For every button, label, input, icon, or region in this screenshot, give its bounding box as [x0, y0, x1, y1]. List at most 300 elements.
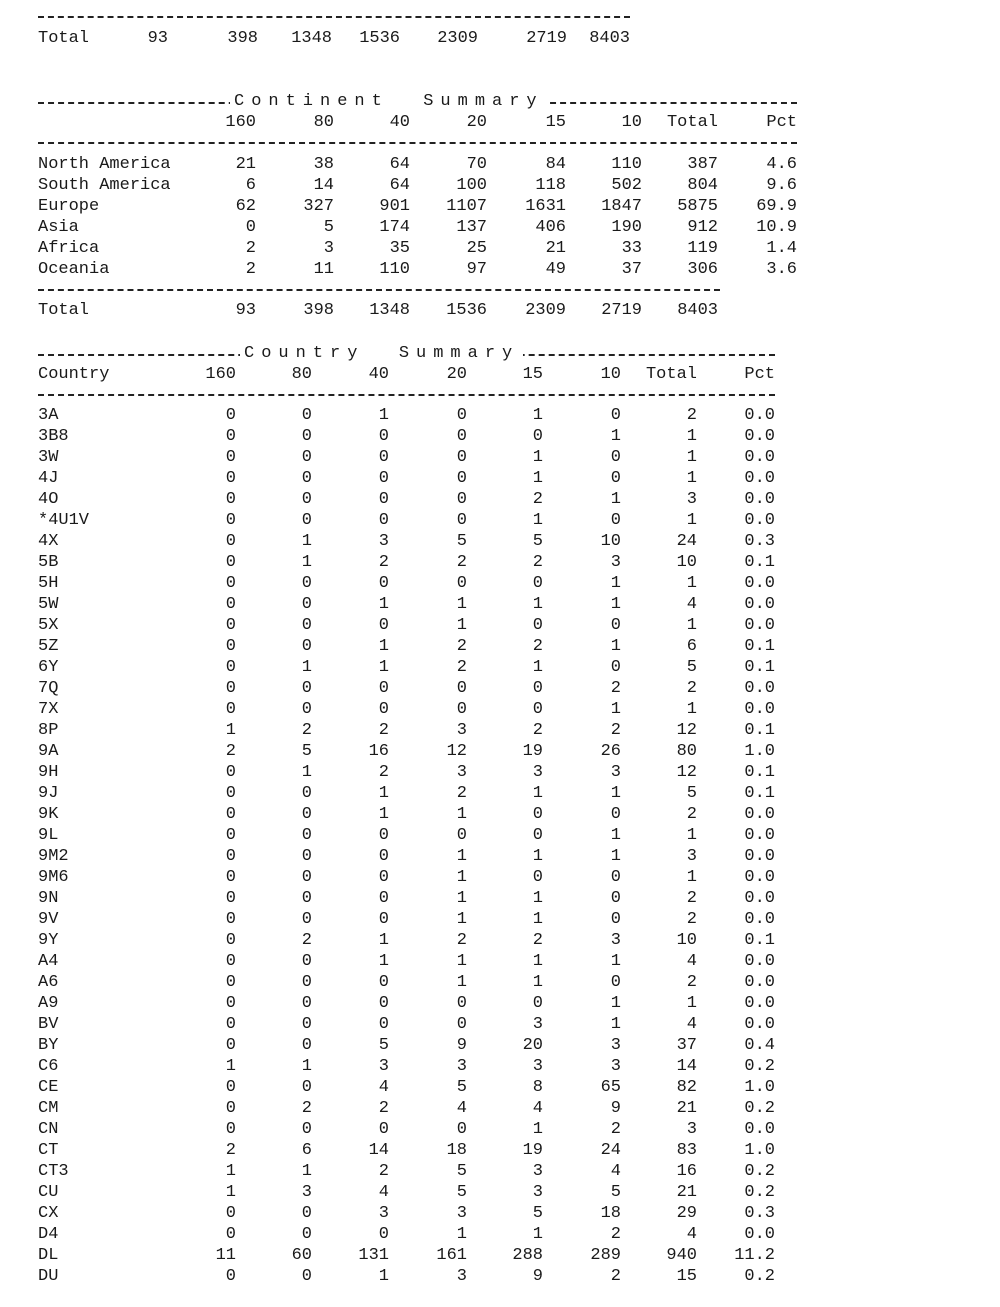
- country-value: 0: [301, 595, 312, 614]
- country-value: 0: [378, 868, 389, 887]
- country-value: 0.0: [744, 469, 775, 488]
- country-value: 0: [301, 1078, 312, 1097]
- column-header: 160: [225, 113, 256, 132]
- country-row: [0, 762, 1000, 783]
- country-prefix: 9K: [38, 805, 59, 824]
- country-value: 10: [676, 553, 697, 572]
- country-value: 2: [610, 679, 621, 698]
- country-value: 5: [686, 658, 697, 677]
- country-value: 0: [456, 469, 467, 488]
- country-value: 24: [600, 1141, 621, 1160]
- country-value: 3: [456, 1057, 467, 1076]
- continent-row: [0, 217, 1000, 238]
- country-value: 2: [686, 910, 697, 929]
- country-value: 0.0: [744, 511, 775, 530]
- country-value: 5: [456, 532, 467, 551]
- continent-row: [0, 259, 1000, 280]
- continent-value: 97: [466, 260, 487, 279]
- country-row: [0, 1245, 1000, 1266]
- country-value: 2: [378, 553, 389, 572]
- country-value: 0: [225, 826, 236, 845]
- country-value: 0.0: [744, 1015, 775, 1034]
- country-value: 24: [676, 532, 697, 551]
- column-header: 15: [522, 365, 543, 384]
- country-value: 65: [600, 1078, 621, 1097]
- country-value: 1: [301, 1057, 312, 1076]
- country-row: [0, 615, 1000, 636]
- country-row: [0, 489, 1000, 510]
- country-prefix: CU: [38, 1183, 59, 1202]
- country-value: 9: [456, 1036, 467, 1055]
- country-value: 1: [225, 1162, 236, 1181]
- country-value: 1: [456, 847, 467, 866]
- country-value: 82: [676, 1078, 697, 1097]
- country-prefix: CM: [38, 1099, 59, 1118]
- column-header: 80: [313, 113, 334, 132]
- country-value: 0: [378, 973, 389, 992]
- country-value: 0: [610, 658, 621, 677]
- continent-value: 804: [687, 176, 718, 195]
- country-value: 2: [301, 1099, 312, 1118]
- country-value: 1: [610, 952, 621, 971]
- country-value: 1: [301, 1162, 312, 1181]
- country-value: 0: [301, 889, 312, 908]
- country-value: 0: [225, 553, 236, 572]
- country-value: 2: [378, 1162, 389, 1181]
- country-value: 0: [225, 700, 236, 719]
- country-value: 4: [532, 1099, 543, 1118]
- country-value: 0: [225, 574, 236, 593]
- country-row: [0, 426, 1000, 447]
- column-header: 20: [466, 113, 487, 132]
- country-value: 2: [610, 1267, 621, 1286]
- country-value: 0: [532, 616, 543, 635]
- country-value: 2: [225, 742, 236, 761]
- country-row: [0, 720, 1000, 741]
- country-value: 0: [225, 1120, 236, 1139]
- country-value: 1: [532, 658, 543, 677]
- country-value: 0: [301, 910, 312, 929]
- country-value: 60: [291, 1246, 312, 1265]
- country-value: 0: [225, 763, 236, 782]
- country-row: [0, 888, 1000, 909]
- country-prefix: CE: [38, 1078, 59, 1097]
- country-value: 0: [225, 616, 236, 635]
- continent-value: 110: [611, 155, 642, 174]
- country-value: 0: [456, 574, 467, 593]
- continent-value: 70: [466, 155, 487, 174]
- country-prefix: 7X: [38, 700, 59, 719]
- country-value: 0: [301, 1036, 312, 1055]
- column-header: 40: [368, 365, 389, 384]
- country-row: [0, 1266, 1000, 1287]
- continent-value: 110: [379, 260, 410, 279]
- country-value: 2: [610, 721, 621, 740]
- country-row: [0, 972, 1000, 993]
- country-value: 1: [532, 1120, 543, 1139]
- country-value: 1: [456, 805, 467, 824]
- country-row: [0, 1203, 1000, 1224]
- country-value: 0: [301, 973, 312, 992]
- country-value: 0.0: [744, 973, 775, 992]
- country-value: 10: [676, 931, 697, 950]
- country-value: 3: [686, 847, 697, 866]
- country-value: 0.0: [744, 868, 775, 887]
- country-value: 0: [301, 826, 312, 845]
- country-row: [0, 405, 1000, 426]
- country-row: [0, 1056, 1000, 1077]
- country-value: 1: [532, 847, 543, 866]
- continent-name: Europe: [38, 197, 100, 216]
- column-header: 80: [291, 365, 312, 384]
- continent-value: 190: [611, 218, 642, 237]
- country-value: 0.1: [744, 763, 775, 782]
- country-value: 0: [610, 511, 621, 530]
- country-prefix: CX: [38, 1204, 59, 1223]
- country-value: 0: [532, 574, 543, 593]
- country-value: 0: [456, 700, 467, 719]
- country-value: 5: [532, 532, 543, 551]
- country-prefix: 5W: [38, 595, 59, 614]
- continent-value: 174: [379, 218, 410, 237]
- continent-header-rule: [38, 142, 797, 144]
- country-value: 1: [456, 889, 467, 908]
- country-value: 3: [378, 1204, 389, 1223]
- country-value: 3: [456, 1267, 467, 1286]
- country-value: 0.2: [744, 1162, 775, 1181]
- total-value: 398: [303, 301, 334, 320]
- continent-header-row: [0, 112, 1000, 133]
- country-value: 2: [532, 637, 543, 656]
- country-value: 1: [532, 469, 543, 488]
- country-row: [0, 1161, 1000, 1182]
- country-value: 0.0: [744, 805, 775, 824]
- country-value: 0.2: [744, 1183, 775, 1202]
- country-value: 0: [225, 511, 236, 530]
- country-value: 12: [676, 721, 697, 740]
- country-value: 14: [676, 1057, 697, 1076]
- country-prefix: 4O: [38, 490, 59, 509]
- country-value: 0.0: [744, 910, 775, 929]
- country-value: 0: [378, 994, 389, 1013]
- country-value: 1: [301, 763, 312, 782]
- country-value: 0: [225, 448, 236, 467]
- country-value: 1: [610, 784, 621, 803]
- country-value: 0: [225, 1099, 236, 1118]
- country-value: 1: [610, 490, 621, 509]
- country-value: 1: [456, 868, 467, 887]
- country-value: 1: [225, 721, 236, 740]
- country-value: 0.1: [744, 658, 775, 677]
- continent-value: 37: [621, 260, 642, 279]
- country-value: 0.2: [744, 1057, 775, 1076]
- country-value: 0: [225, 994, 236, 1013]
- country-header-rule: [38, 394, 775, 396]
- continent-total-rule: [38, 289, 720, 291]
- continent-value: 0: [245, 218, 256, 237]
- total-value: 8403: [589, 29, 630, 48]
- country-value: 2: [301, 721, 312, 740]
- country-value: 0: [610, 973, 621, 992]
- country-prefix: 9N: [38, 889, 59, 908]
- total-value: 2719: [601, 301, 642, 320]
- total-label: Total: [38, 29, 90, 48]
- country-value: 2: [378, 721, 389, 740]
- country-value: 0: [378, 910, 389, 929]
- country-value: 2: [532, 931, 543, 950]
- country-value: 0: [532, 868, 543, 887]
- country-value: 3: [610, 1036, 621, 1055]
- continent-value: 11: [313, 260, 334, 279]
- country-value: 20: [522, 1036, 543, 1055]
- country-value: 0: [301, 1267, 312, 1286]
- country-value: 0: [610, 448, 621, 467]
- country-prefix: 9M2: [38, 847, 69, 866]
- country-value: 2: [610, 1225, 621, 1244]
- country-row: [0, 1014, 1000, 1035]
- country-prefix: 9M6: [38, 868, 69, 887]
- country-value: 0: [532, 994, 543, 1013]
- country-value: 0: [225, 805, 236, 824]
- country-value: 0: [301, 847, 312, 866]
- country-value: 3: [532, 1183, 543, 1202]
- country-value: 3: [610, 553, 621, 572]
- country-value: 2: [686, 406, 697, 425]
- continent-summary-title: Continent Summary: [230, 91, 548, 112]
- country-value: 0: [378, 700, 389, 719]
- country-prefix: 4J: [38, 469, 59, 488]
- country-value: 0: [456, 511, 467, 530]
- country-value: 288: [512, 1246, 543, 1265]
- country-value: 12: [446, 742, 467, 761]
- continent-value: 14: [313, 176, 334, 195]
- country-value: 1: [301, 658, 312, 677]
- country-value: 0: [610, 868, 621, 887]
- country-row: [0, 1224, 1000, 1245]
- continent-value: 327: [303, 197, 334, 216]
- country-row: [0, 846, 1000, 867]
- country-prefix: 6Y: [38, 658, 59, 677]
- country-value: 1: [225, 1057, 236, 1076]
- country-prefix: D4: [38, 1225, 59, 1244]
- country-row: [0, 783, 1000, 804]
- country-value: 29: [676, 1204, 697, 1223]
- country-value: 4: [686, 1225, 697, 1244]
- country-value: 3: [532, 1057, 543, 1076]
- continent-value: 38: [313, 155, 334, 174]
- country-row: [0, 909, 1000, 930]
- country-value: 3: [301, 1183, 312, 1202]
- country-row: [0, 699, 1000, 720]
- country-value: 0: [301, 1015, 312, 1034]
- country-value: 1: [456, 973, 467, 992]
- country-value: 1: [532, 910, 543, 929]
- continent-row: [0, 154, 1000, 175]
- country-value: 0: [610, 889, 621, 908]
- country-value: 8: [532, 1078, 543, 1097]
- country-value: 15: [676, 1267, 697, 1286]
- country-value: 4: [456, 1099, 467, 1118]
- column-header: Pct: [744, 365, 775, 384]
- country-value: 0: [301, 868, 312, 887]
- country-value: 0: [225, 679, 236, 698]
- country-value: 1: [378, 658, 389, 677]
- country-value: 9: [610, 1099, 621, 1118]
- country-value: 3: [686, 1120, 697, 1139]
- country-value: 0: [378, 490, 389, 509]
- country-value: 0: [456, 490, 467, 509]
- country-value: 0: [532, 805, 543, 824]
- continent-row: [0, 196, 1000, 217]
- country-value: 131: [358, 1246, 389, 1265]
- country-value: 0: [456, 448, 467, 467]
- country-value: 0: [456, 406, 467, 425]
- country-value: 0: [532, 700, 543, 719]
- country-prefix: CT3: [38, 1162, 69, 1181]
- total-value: 1536: [446, 301, 487, 320]
- continent-name: Africa: [38, 239, 100, 258]
- country-value: 5: [532, 1204, 543, 1223]
- country-value: 0: [225, 1015, 236, 1034]
- country-row: [0, 531, 1000, 552]
- country-value: 1: [686, 427, 697, 446]
- country-value: 0.0: [744, 1225, 775, 1244]
- total-value: 1348: [291, 29, 332, 48]
- country-value: 0.0: [744, 427, 775, 446]
- total-value: 8403: [677, 301, 718, 320]
- country-prefix: 7Q: [38, 679, 59, 698]
- country-value: 12: [676, 763, 697, 782]
- country-value: 0: [225, 910, 236, 929]
- column-header: Country: [38, 365, 110, 384]
- country-value: 4: [378, 1078, 389, 1097]
- column-header: 160: [205, 365, 236, 384]
- country-value: 4: [686, 595, 697, 614]
- country-value: 0.0: [744, 616, 775, 635]
- country-value: 0: [378, 469, 389, 488]
- country-value: 2: [378, 763, 389, 782]
- continent-value: 84: [545, 155, 566, 174]
- country-value: 11: [215, 1246, 236, 1265]
- country-value: 0.0: [744, 595, 775, 614]
- country-value: 1: [532, 595, 543, 614]
- country-value: 0: [225, 784, 236, 803]
- country-value: 1: [532, 448, 543, 467]
- country-value: 1: [532, 1225, 543, 1244]
- total-value: 93: [147, 29, 168, 48]
- country-value: 5: [456, 1183, 467, 1202]
- total-value: 2309: [525, 301, 566, 320]
- country-value: 0.0: [744, 889, 775, 908]
- country-value: 0: [610, 469, 621, 488]
- country-prefix: 3W: [38, 448, 59, 467]
- country-prefix: 5X: [38, 616, 59, 635]
- country-row: [0, 573, 1000, 594]
- column-header: 15: [545, 113, 566, 132]
- country-value: 3: [532, 1015, 543, 1034]
- country-prefix: 9J: [38, 784, 59, 803]
- country-summary-title: Country Summary: [240, 343, 523, 364]
- country-value: 1: [686, 511, 697, 530]
- continent-value: 306: [687, 260, 718, 279]
- country-prefix: DU: [38, 1267, 59, 1286]
- total-label: Total: [38, 301, 90, 320]
- total-value: 1348: [369, 301, 410, 320]
- country-value: 0: [532, 427, 543, 446]
- column-header: 10: [600, 365, 621, 384]
- country-value: 1: [301, 553, 312, 572]
- country-value: 0: [225, 952, 236, 971]
- country-row: [0, 636, 1000, 657]
- country-value: 1: [610, 847, 621, 866]
- country-value: 0.0: [744, 574, 775, 593]
- country-value: 0: [225, 889, 236, 908]
- country-value: 0.0: [744, 826, 775, 845]
- country-value: 0: [378, 679, 389, 698]
- country-value: 1: [532, 973, 543, 992]
- country-value: 2: [686, 805, 697, 824]
- country-value: 0: [301, 511, 312, 530]
- country-value: 1: [686, 868, 697, 887]
- country-value: 2: [686, 889, 697, 908]
- continent-value: 137: [456, 218, 487, 237]
- country-value: 1: [532, 889, 543, 908]
- country-value: 16: [676, 1162, 697, 1181]
- country-row: [0, 951, 1000, 972]
- country-value: 0: [456, 994, 467, 1013]
- country-value: 0: [378, 448, 389, 467]
- country-row: [0, 552, 1000, 573]
- country-value: 0: [301, 574, 312, 593]
- total-value: 398: [227, 29, 258, 48]
- total-value: 2309: [437, 29, 478, 48]
- country-value: 0: [301, 1225, 312, 1244]
- country-value: 0.0: [744, 679, 775, 698]
- country-value: 2: [225, 1141, 236, 1160]
- country-value: 80: [676, 742, 697, 761]
- country-value: 0.1: [744, 637, 775, 656]
- country-value: 289: [590, 1246, 621, 1265]
- country-value: 0.0: [744, 952, 775, 971]
- continent-value: 35: [389, 239, 410, 258]
- country-value: 2: [686, 973, 697, 992]
- country-prefix: 3A: [38, 406, 59, 425]
- continent-value: 2: [245, 260, 256, 279]
- country-prefix: A9: [38, 994, 59, 1013]
- country-value: 0: [301, 1120, 312, 1139]
- country-value: 0: [378, 1120, 389, 1139]
- country-value: 0: [301, 427, 312, 446]
- country-prefix: 9H: [38, 763, 59, 782]
- country-value: 1.0: [744, 742, 775, 761]
- country-value: 0: [225, 868, 236, 887]
- country-value: 0.0: [744, 406, 775, 425]
- column-header: Pct: [766, 113, 797, 132]
- continent-value: 119: [687, 239, 718, 258]
- country-value: 16: [368, 742, 389, 761]
- country-value: 0: [456, 679, 467, 698]
- country-row: [0, 867, 1000, 888]
- country-value: 940: [666, 1246, 697, 1265]
- country-value: 0.0: [744, 700, 775, 719]
- country-value: 161: [436, 1246, 467, 1265]
- country-value: 0: [225, 1204, 236, 1223]
- country-value: 1.0: [744, 1141, 775, 1160]
- continent-value: 64: [389, 155, 410, 174]
- country-value: 1: [301, 532, 312, 551]
- country-value: 1: [532, 511, 543, 530]
- country-value: 0: [378, 847, 389, 866]
